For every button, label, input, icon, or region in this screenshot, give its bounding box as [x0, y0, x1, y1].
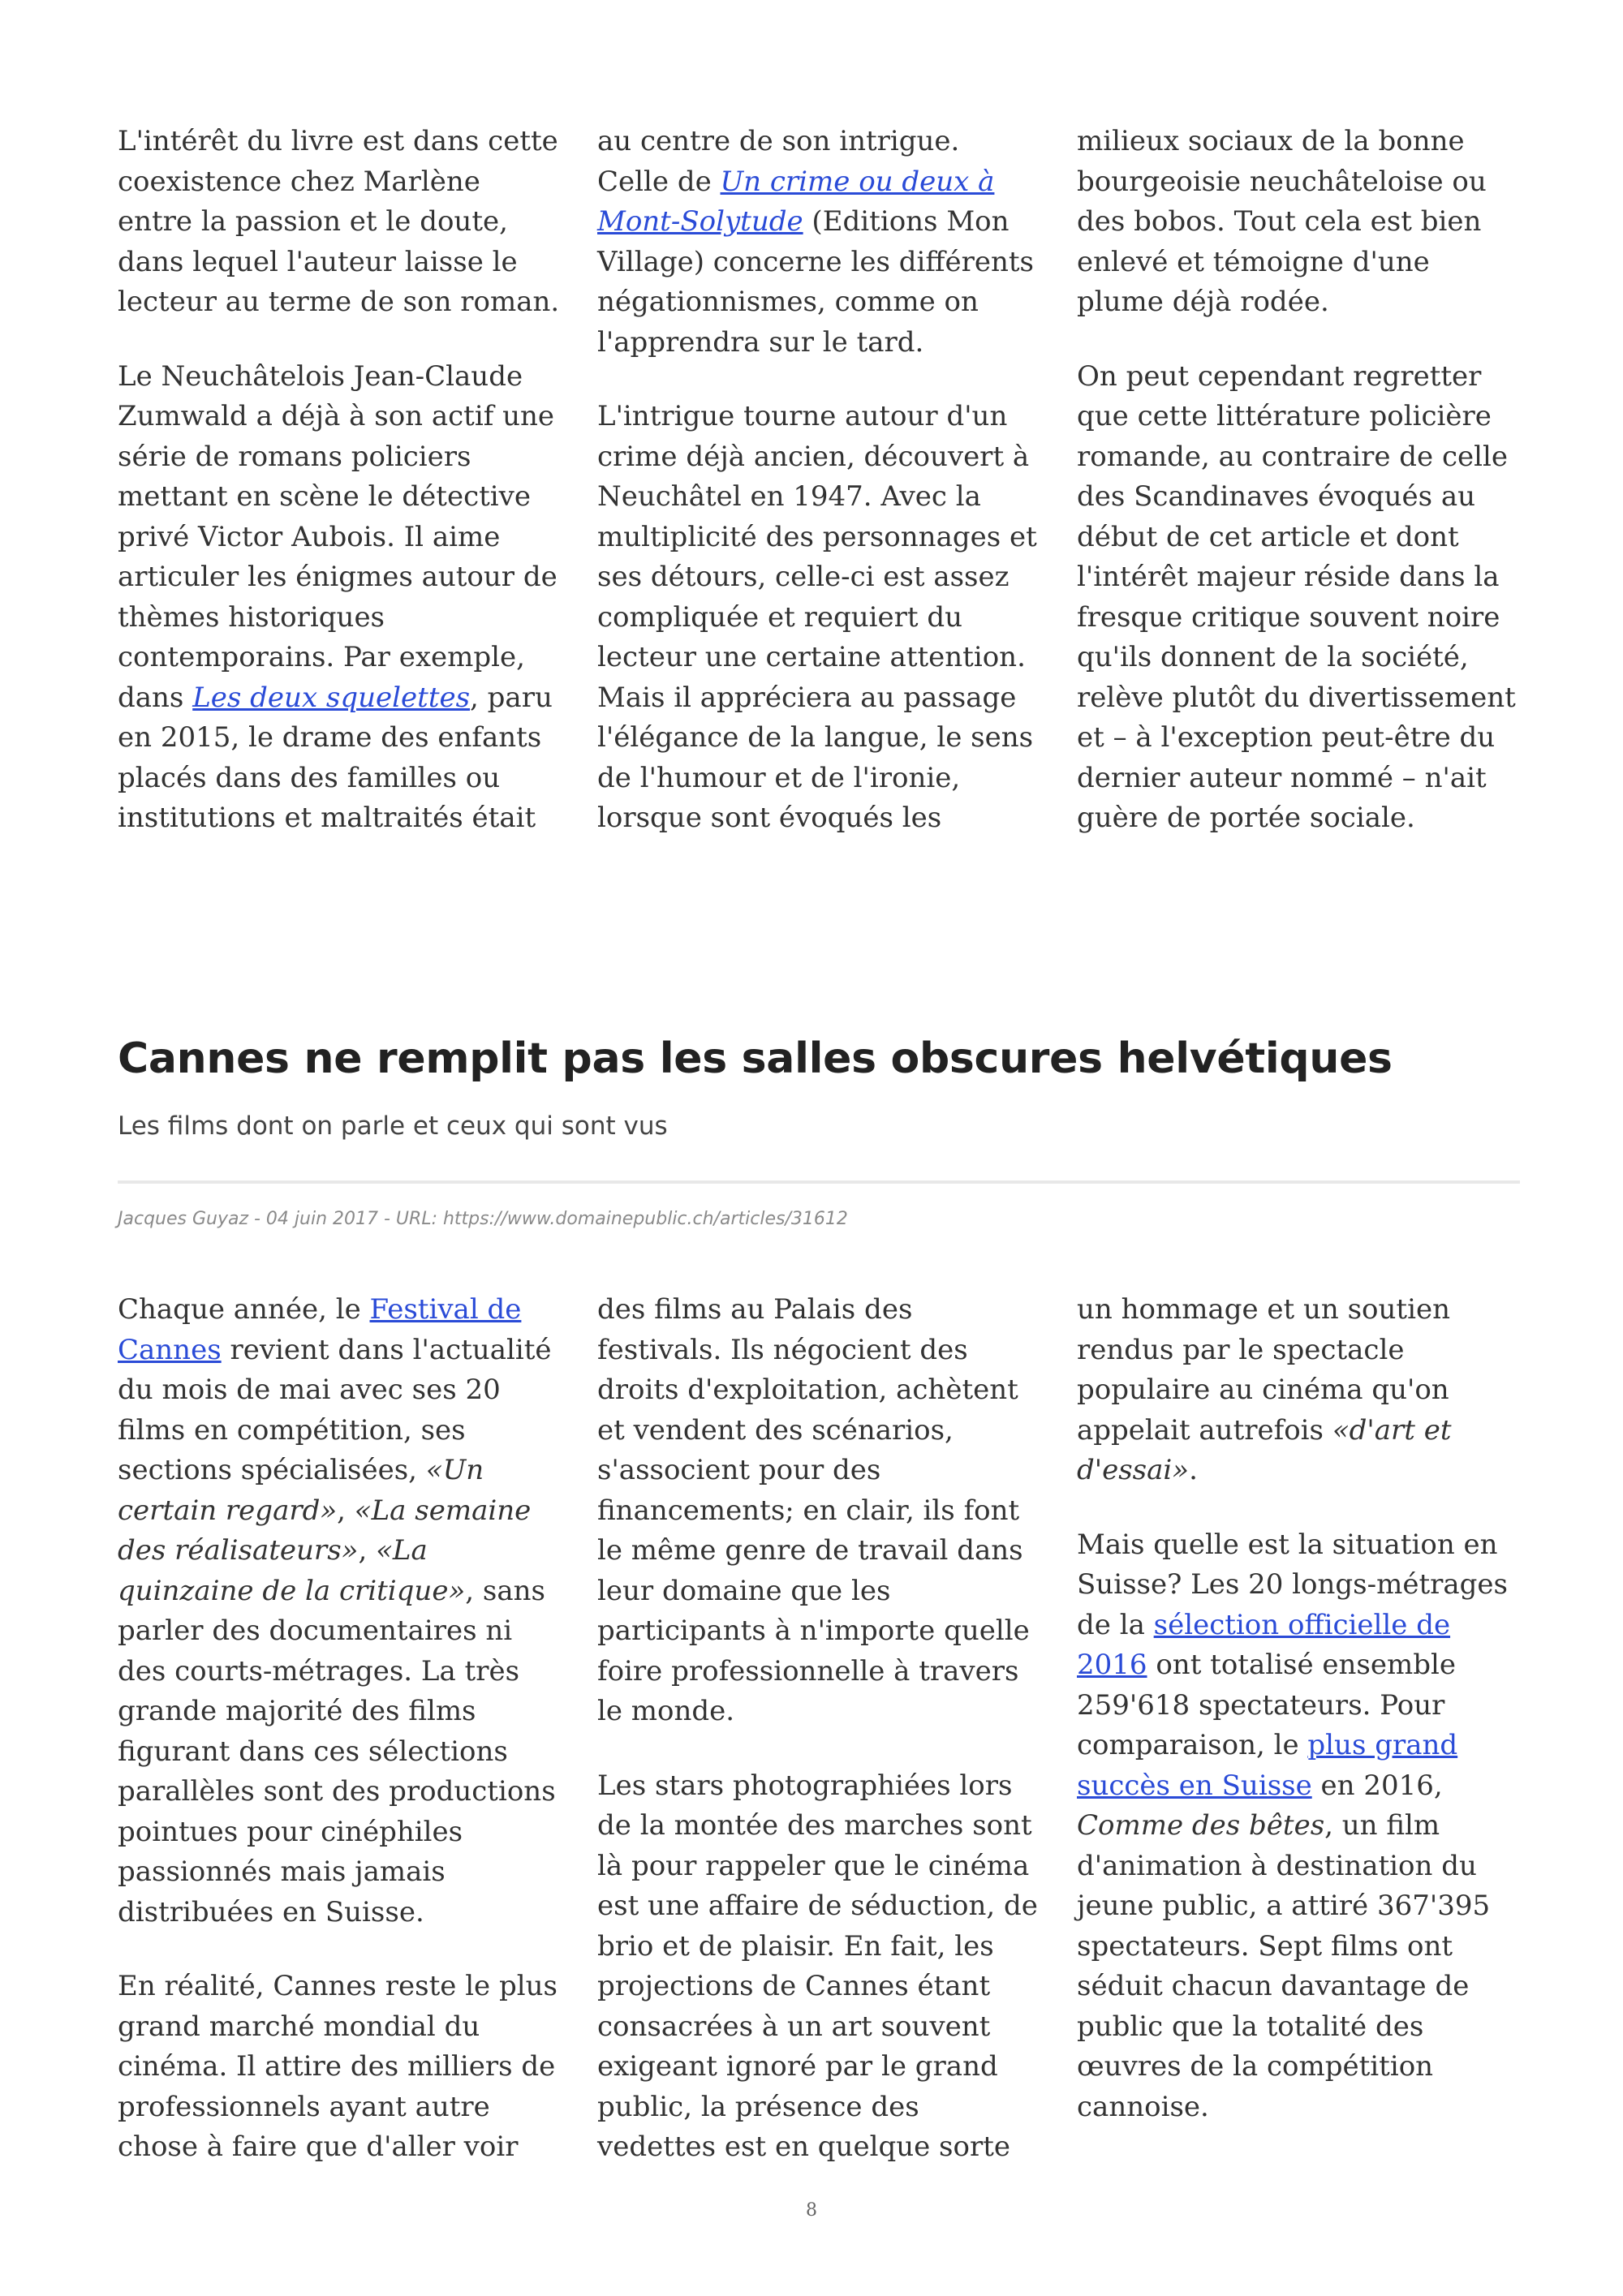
column-2 — [597, 122, 1040, 839]
article-subtitle: Les films dont on parle et ceux qui sont vus — [118, 1111, 668, 1141]
paragraph: des films au Palais des festivals. Ils négocient des droits d'exploitation, achètent et vendent des scénarios, s'associent pour des financements; en clair, ils font le même genre de travail dans leur domaine que les participants à n'importe quelle foire professionnelle à travers le monde. — [597, 1293, 1030, 1727]
text-run: , un film d'animation à destination du jeune public, a attiré 367'395 spectateurs. Sept films ont séduit chacun davantage de public que la totalité des œuvres de la compétition cannoise. — [1077, 1809, 1491, 2123]
book-title: Les deux squelettes — [192, 681, 471, 714]
book-title: Un crime ou deux à Mont-Solytude — [597, 165, 995, 238]
paragraph: Les stars photographiées lors de la montée des marches sont là pour rappeler que le cinéma est une affaire de séduction, de brio et de plaisir. En fait, les projections de Cannes étant consacrées à un art souvent exigeant ignoré par le grand public, la présence des vedettes est en quelque sorte — [597, 1769, 1038, 2163]
paragraph — [118, 357, 560, 839]
article-body — [118, 1290, 1520, 2168]
text-run: Le Neuchâtelois Jean-Claude Zumwald a déjà à son actif une série de romans policiers mettant en scène le détective privé Victor Aubois. Il aime articuler les énigmes autour de thèmes historiques contemporains. Par exemple, dans — [118, 359, 558, 714]
paragraph — [1077, 1525, 1519, 2128]
text-run: (Editions Mon Village) concerne les différents négationnismes, comme on l'apprendra sur le tard. — [597, 205, 1035, 359]
section-name: «Un certain regard» — [118, 1454, 484, 1527]
link-plus-grand-succes[interactable]: plus grand succès en Suisse — [1077, 1729, 1458, 1802]
text-run: . — [1189, 1454, 1198, 1486]
paragraph: L'intérêt du livre est dans cette coexistence chez Marlène entre la passion et le doute, dans lequel l'auteur laisse le lecteur au terme de son roman. — [118, 125, 560, 318]
text-run: revient dans l'actualité du mois de mai avec ses 20 films en compétition, ses sections spécialisées, — [118, 1333, 552, 1486]
paragraph — [1077, 1290, 1519, 1491]
column-3 — [1077, 122, 1519, 839]
paragraph: milieux sociaux de la bonne bourgeoisie neuchâteloise ou des bobos. Tout cela est bien enlevé et témoigne d'une plume déjà rodée. — [1077, 125, 1487, 318]
divider — [118, 1180, 1520, 1184]
text-run: Chaque année, le — [118, 1293, 370, 1326]
section-name: «La semaine des réalisateurs» — [118, 1494, 532, 1567]
text-run: Mais quelle est la situation en Suisse? Les 20 longs-métrages de la — [1077, 1528, 1508, 1641]
page-number: 8 — [806, 2200, 817, 2221]
paragraph: En réalité, Cannes reste le plus grand marché mondial du cinéma. Il attire des milliers de professionnels ayant autre chose à faire que d'aller voir — [118, 1970, 558, 2163]
text-run: ont totalisé ensemble 259'618 spectateurs. Pour comparaison, le — [1077, 1649, 1456, 1761]
text-run: , sans parler des documentaires ni des courts-métrages. La très grande majorité des films figurant dans ces sélections parallèles sont des productions pointues pour cinéphiles passionnés mais jamais distribuées en Suisse. — [118, 1574, 556, 1928]
link-festival-de-cannes[interactable]: Festival de Cannes — [118, 1293, 522, 1366]
text-run: un hommage et un soutien rendus par le spectacle populaire au cinéma qu'on appelait autrefois — [1077, 1293, 1450, 1447]
text-run: , — [337, 1494, 355, 1527]
link-les-deux-squelettes[interactable] — [192, 681, 470, 714]
text-run: , — [358, 1534, 377, 1567]
text-run: au centre de son intrigue. Celle de — [597, 125, 960, 198]
paragraph: On peut cependant regretter que cette littérature policière romande, au contraire de celle des Scandinaves évoqués au début de cet article et dont l'intérêt majeur réside dans la fresque critique souvent noire qu'ils donnent de la société, relève plutôt du divertissement et – à l'exception peut-être du dernier auteur nommé – n'ait guère de portée sociale. — [1077, 359, 1516, 834]
column-1 — [118, 122, 560, 839]
text-run: , paru en 2015, le drame des enfants placés dans des familles ou institutions et maltraités était — [118, 681, 553, 834]
link-selection-officielle-2016[interactable]: sélection officielle de 2016 — [1077, 1608, 1451, 1681]
film-title: Comme des bêtes — [1077, 1809, 1325, 1842]
paragraph — [118, 1290, 560, 1933]
article-meta: Jacques Guyaz - 04 juin 2017 - URL: https://www.domainepublic.ch/articles/31612 — [118, 1209, 848, 1229]
column-1 — [118, 1290, 560, 2168]
section-name: «La quinzaine de la critique» — [118, 1534, 466, 1607]
paragraph — [597, 122, 1040, 363]
article-continuation — [118, 122, 1520, 839]
column-3 — [1077, 1290, 1519, 2168]
paragraph: L'intrigue tourne autour d'un crime déjà ancien, découvert à Neuchâtel en 1947. Avec la multiplicité des personnages et ses détours, celle-ci est assez compliquée et requiert du lecteur une certaine attention. Mais il appréciera au passage l'élégance de la langue, le sens de l'humour et de l'ironie, lorsque sont évoqués les — [597, 400, 1037, 834]
article-title: Cannes ne remplit pas les salles obscures helvétiques — [118, 1034, 1393, 1083]
emphasis: «d'art et d'essai» — [1077, 1413, 1452, 1486]
text-run: en 2016, — [1311, 1769, 1443, 1802]
column-2 — [597, 1290, 1040, 2168]
